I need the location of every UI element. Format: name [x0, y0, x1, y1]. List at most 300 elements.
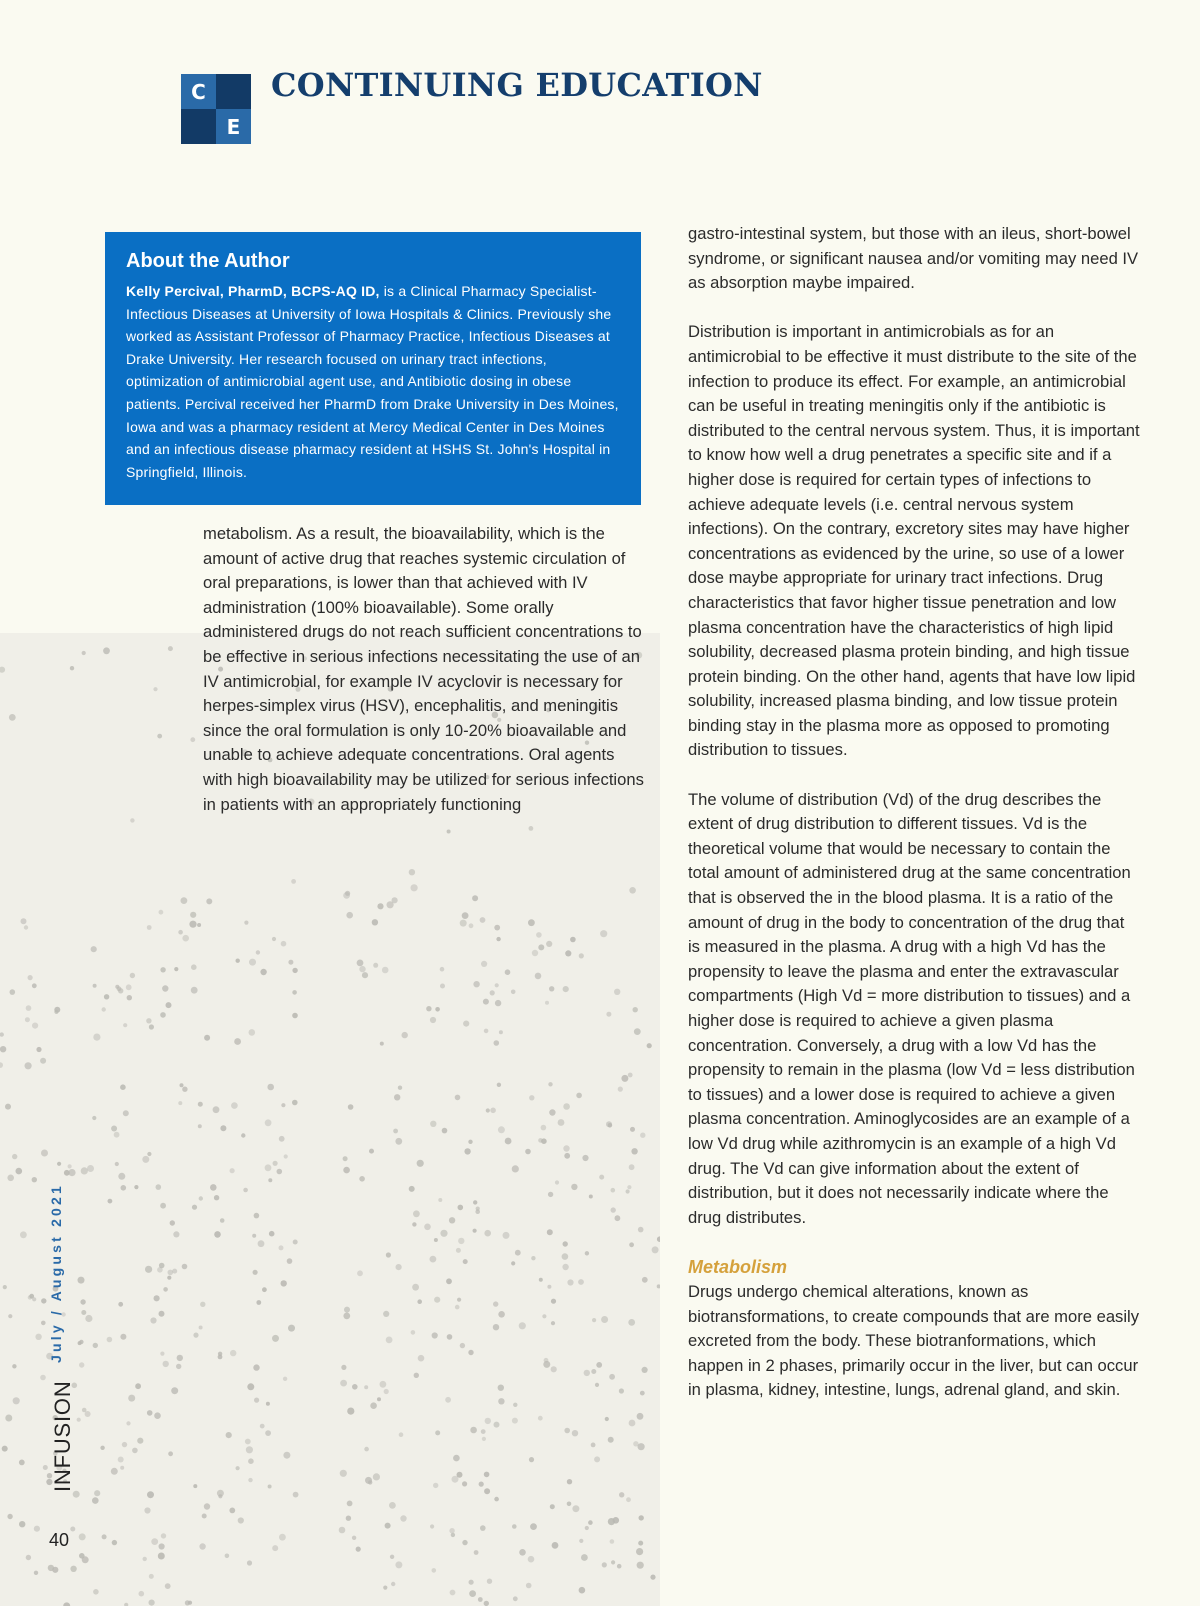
decor-dot [213, 1106, 220, 1113]
decor-dot [153, 687, 157, 691]
decor-dot [373, 1473, 380, 1480]
decor-dot [496, 937, 500, 941]
decor-dot [579, 953, 584, 958]
decor-dot [357, 960, 364, 967]
decor-dot [260, 969, 266, 975]
decor-dot [193, 1484, 197, 1488]
decor-dot [182, 1264, 188, 1270]
decor-dot [123, 1023, 127, 1027]
decor-dot [384, 1389, 389, 1394]
decor-dot [352, 1384, 358, 1390]
decor-dot [220, 1218, 225, 1223]
decor-dot [382, 967, 389, 974]
decor-dot [193, 1333, 198, 1338]
decor-dot [9, 714, 16, 721]
decor-dot [563, 1103, 570, 1110]
decor-dot [650, 1575, 655, 1580]
decor-dot [608, 1437, 614, 1443]
decor-dot [269, 1231, 275, 1237]
decor-dot [135, 1383, 141, 1389]
decor-dot [565, 950, 571, 956]
decor-dot [357, 1270, 363, 1276]
decor-dot [543, 1361, 550, 1368]
decor-dot [182, 935, 189, 942]
decor-dot [229, 1508, 235, 1514]
decor-dot [93, 1034, 100, 1041]
decor-dot [204, 1035, 210, 1041]
decor-dot [8, 1314, 12, 1318]
decor-dot [272, 1335, 279, 1342]
decor-dot [103, 647, 110, 654]
decor-dot [515, 1250, 521, 1256]
decor-dot [498, 1311, 505, 1318]
decor-dot [142, 1156, 149, 1163]
right-column [688, 222, 1140, 1403]
decor-dot [402, 1032, 408, 1038]
decor-dot [605, 1417, 609, 1421]
decor-dot [600, 930, 607, 937]
decor-dot [633, 1441, 638, 1446]
decor-dot [143, 1557, 147, 1561]
decor-dot [629, 1420, 636, 1427]
decor-dot [552, 1542, 559, 1549]
decor-dot [614, 989, 620, 995]
decor-dot [390, 1555, 394, 1559]
decor-dot [146, 1018, 151, 1023]
decor-dot [364, 1447, 369, 1452]
decor-dot [418, 1355, 425, 1362]
decor-dot [447, 830, 451, 834]
decor-dot [202, 1514, 207, 1519]
decor-dot [433, 1483, 438, 1488]
decor-dot [519, 1549, 526, 1556]
decor-dot [629, 1164, 635, 1170]
author-name: Kelly Percival, PharmD, BCPS-AQ ID, [126, 283, 380, 299]
decor-dot [484, 1488, 490, 1494]
decor-dot [539, 1278, 543, 1282]
decor-dot [12, 1154, 17, 1159]
decor-dot [149, 1600, 155, 1606]
decor-dot [198, 1102, 203, 1107]
decor-dot [589, 1195, 593, 1199]
decor-dot [92, 1116, 96, 1120]
decor-dot [253, 1364, 259, 1370]
author-box-title: About the Author [126, 250, 290, 272]
decor-dot [460, 1343, 465, 1348]
decor-dot [26, 1005, 32, 1011]
decor-dot [292, 1013, 298, 1019]
decor-dot [450, 1590, 456, 1596]
decor-dot [440, 984, 445, 989]
decor-dot [214, 1231, 221, 1238]
decor-dot [364, 1385, 368, 1389]
decor-dot [563, 1145, 569, 1151]
decor-dot [377, 903, 383, 909]
magazine-logo: INFUSION [50, 1380, 75, 1492]
decor-dot [190, 912, 196, 918]
decor-dot [473, 981, 479, 987]
decor-dot [352, 1536, 356, 1540]
decor-dot [258, 1240, 265, 1247]
decor-dot [551, 1321, 555, 1325]
decor-dot [538, 944, 544, 950]
decor-dot [159, 1263, 165, 1269]
decor-dot [182, 1087, 187, 1092]
decor-dot [482, 1437, 486, 1441]
decor-dot [550, 1504, 555, 1509]
decor-dot [584, 1370, 590, 1376]
decor-dot [70, 1566, 76, 1572]
decor-dot [199, 1326, 203, 1330]
decor-dot [253, 1270, 258, 1275]
decor-dot [281, 1280, 287, 1286]
decor-dot [40, 1058, 46, 1064]
decor-dot [365, 1477, 372, 1484]
decor-dot [32, 983, 37, 988]
decor-dot [63, 1602, 70, 1606]
decor-dot [68, 1169, 75, 1176]
decor-dot [197, 923, 201, 927]
decor-dot [609, 1374, 615, 1380]
decor-dot [370, 1402, 377, 1409]
decor-dot [265, 1164, 272, 1171]
decor-dot [555, 1180, 559, 1184]
decor-dot [347, 1501, 353, 1507]
decor-dot [57, 1162, 61, 1166]
decor-dot [139, 1591, 145, 1597]
decor-dot [567, 1279, 573, 1285]
decor-dot [178, 1101, 182, 1105]
decor-dot [411, 1330, 416, 1335]
decor-dot [473, 1229, 477, 1233]
decor-dot [268, 1485, 272, 1489]
decor-dot [226, 1432, 232, 1438]
decor-dot [288, 1325, 295, 1332]
decor-dot [241, 1133, 245, 1137]
left-column [203, 522, 648, 817]
decor-dot [19, 1460, 25, 1466]
decor-dot [652, 1246, 659, 1253]
decor-dot [395, 1138, 402, 1145]
decor-dot [551, 1366, 557, 1372]
decor-dot [283, 1377, 287, 1381]
decor-dot [91, 946, 97, 952]
decor-dot [256, 950, 260, 954]
decor-dot [476, 1207, 480, 1211]
decor-dot [168, 646, 173, 651]
decor-dot [236, 959, 240, 963]
decor-dot [272, 937, 276, 941]
decor-dot [159, 1543, 165, 1549]
decor-dot [248, 1478, 252, 1482]
decor-dot [147, 925, 152, 930]
decor-dot [247, 1383, 254, 1390]
decor-dot [599, 1175, 604, 1180]
decor-dot [340, 1470, 347, 1477]
decor-dot [417, 1299, 422, 1304]
decor-dot [628, 1319, 635, 1326]
decor-dot [93, 1589, 99, 1595]
decor-dot [602, 1562, 607, 1567]
decor-dot [578, 1279, 584, 1285]
decor-dot [0, 1062, 3, 1068]
decor-dot [564, 1428, 570, 1434]
decor-dot [460, 920, 467, 927]
decor-dot [168, 1270, 174, 1276]
decor-dot [424, 1224, 431, 1231]
decor-dot [591, 1369, 596, 1374]
decor-dot [564, 1153, 570, 1159]
decor-dot [157, 734, 162, 739]
decor-dot [159, 910, 164, 915]
decor-dot [511, 990, 516, 995]
decor-dot [440, 967, 445, 972]
decor-dot [484, 1230, 491, 1237]
decor-dot [34, 1526, 40, 1532]
decor-dot [380, 1042, 384, 1046]
decor-dot [435, 1430, 440, 1435]
decor-dot [111, 1468, 118, 1475]
decor-dot [214, 1195, 219, 1200]
decor-dot [118, 988, 123, 993]
decor-dot [481, 961, 487, 967]
decor-dot [199, 1196, 203, 1200]
decor-dot [480, 917, 486, 923]
decor-dot [484, 1472, 490, 1478]
decor-dot [493, 1301, 498, 1306]
decor-dot [345, 891, 350, 896]
decor-dot [470, 1427, 477, 1434]
decor-dot [447, 1334, 453, 1340]
decor-dot [640, 1391, 645, 1396]
decor-dot [87, 1165, 94, 1172]
decor-dot [147, 1491, 154, 1498]
decor-dot [386, 1252, 391, 1257]
decor-dot [608, 1123, 613, 1128]
decor-dot [486, 1108, 490, 1112]
decor-dot [137, 1438, 143, 1444]
decor-dot [606, 1012, 611, 1017]
decor-dot [346, 912, 353, 919]
decor-dot [426, 1006, 431, 1011]
decor-dot [449, 1217, 455, 1223]
decor-dot [458, 1238, 464, 1244]
decor-dot [456, 1248, 461, 1253]
page-number: 40 [49, 1530, 70, 1550]
decor-dot [385, 1523, 391, 1529]
decor-dot [395, 1561, 402, 1568]
decor-dot [430, 1017, 436, 1023]
decor-dot [168, 1451, 173, 1456]
decor-dot [455, 1095, 461, 1101]
decor-dot [409, 1186, 415, 1192]
decor-dot [530, 1523, 537, 1530]
decor-dot [480, 1525, 486, 1531]
decor-dot [393, 1129, 398, 1134]
decor-dot [292, 1100, 298, 1106]
decor-dot [210, 1184, 217, 1191]
decor-dot [218, 1494, 222, 1498]
decor-dot [619, 1492, 624, 1497]
body-paragraph: Distribution is important in antimicrobials as for an antimicrobial to be effective it must distribute to the site of the infection to produce its effect. For example, an antimicrobial can be useful in treating meningitis only if the antibiotic is distributed to the central nervous system. Thus, it is important to know how well a drug penetrates a specific site and if a higher dose is required for certain types of infections to achieve adequate levels (i.e. central nervous system infections). On the contrary, excretory sites may have higher concentrations as evidenced by the urine, so use of a lower dose maybe appropriate for urinary tract infections. Drug characteristics that favor higher tissue penetration and low plasma concentration have the characteristics of high lipid solubility, decreased plasma protein binding, and high tissue protein binding. On the other hand, agents that have low lipid solubility, increased plasma binding, and low tissue protein binding stay in the plasma more as opposed to promoting distribution to tissues. [688, 322, 1140, 760]
decor-dot [498, 1126, 505, 1133]
decor-dot [32, 1023, 38, 1029]
decor-dot [567, 1502, 572, 1507]
decor-dot [80, 1299, 85, 1304]
decor-dot [457, 1472, 463, 1478]
decor-dot [581, 1554, 588, 1561]
decor-dot [254, 1398, 259, 1403]
decor-dot [40, 1375, 46, 1381]
decor-dot [538, 1138, 543, 1143]
decor-dot [642, 1277, 648, 1283]
decor-dot [102, 1007, 106, 1011]
decor-dot [495, 1000, 501, 1006]
decor-dot [293, 1492, 299, 1498]
decor-dot [161, 1533, 166, 1538]
decor-dot [79, 1553, 85, 1559]
decor-dot [389, 1502, 396, 1509]
decor-dot [159, 1311, 165, 1317]
decor-dot [468, 1350, 473, 1355]
decor-dot [494, 1497, 499, 1502]
decor-dot [149, 1574, 154, 1579]
decor-dot [160, 1203, 166, 1209]
decor-dot [7, 1175, 14, 1182]
decor-dot [396, 1264, 402, 1270]
decor-dot [621, 1075, 628, 1082]
decor-dot [545, 1001, 549, 1005]
decor-dot [435, 1007, 440, 1012]
decor-dot [462, 912, 469, 919]
decor-dot [26, 1555, 31, 1560]
decor-dot [513, 1403, 517, 1407]
decor-dot [380, 1381, 387, 1388]
decor-dot [281, 1103, 285, 1107]
decor-dot [12, 1364, 16, 1368]
decor-dot [160, 1352, 164, 1356]
logo-square [216, 74, 251, 109]
decor-dot [438, 1198, 442, 1202]
decor-dot [490, 990, 495, 995]
decor-dot [144, 1507, 150, 1513]
decor-dot [279, 1534, 286, 1541]
decor-dot [247, 1560, 252, 1565]
decor-dot [130, 818, 134, 822]
decor-dot [230, 1350, 236, 1356]
decor-dot [70, 1527, 75, 1532]
decor-dot [82, 651, 86, 655]
decor-dot [189, 921, 196, 928]
decor-dot [120, 1466, 124, 1470]
decor-dot [442, 1128, 448, 1134]
decor-dot [411, 884, 418, 891]
decor-dot [469, 1590, 476, 1597]
decor-dot [628, 1073, 633, 1078]
decor-dot [277, 1169, 283, 1175]
decor-dot [25, 1062, 32, 1069]
decor-dot [122, 1442, 127, 1447]
decor-dot [41, 1321, 46, 1326]
body-paragraph: Drugs undergo chemical alterations, known as biotransformations, to create compounds that are more easily excreted from the body. These biotranformations, which happen in 2 phases, primarily occur in the liver, but can occur in plasma, kidney, intestine, lungs, adrenal gland, and skin. [688, 1281, 1140, 1400]
decor-dot [494, 1040, 500, 1046]
decor-dot [348, 1104, 354, 1110]
decor-dot [128, 1395, 135, 1402]
decor-dot [126, 984, 132, 990]
decor-dot [446, 1278, 452, 1284]
decor-dot [7, 1514, 12, 1519]
decor-dot [640, 1133, 645, 1138]
decor-dot [281, 941, 287, 947]
decor-dot [260, 1424, 265, 1429]
decor-dot [626, 1497, 631, 1502]
decor-dot [359, 966, 365, 972]
decor-dot [284, 1154, 288, 1158]
decor-dot [636, 1548, 643, 1555]
decor-dot [529, 1457, 534, 1462]
decor-dot [512, 1165, 519, 1172]
decor-dot [468, 1140, 472, 1144]
decor-dot [35, 1334, 41, 1340]
decor-dot [548, 1192, 553, 1197]
decor-dot [343, 1167, 350, 1174]
decor-dot [400, 1515, 406, 1521]
decor-dot [248, 1458, 254, 1464]
decor-dot [497, 1083, 501, 1087]
logo-letter-c: C [181, 74, 216, 109]
decor-dot [362, 972, 368, 978]
logo-letter-e: E [216, 109, 251, 144]
decor-dot [519, 1322, 526, 1329]
decor-dot [115, 1162, 119, 1166]
decor-dot [341, 1365, 346, 1370]
decor-dot [536, 932, 542, 938]
logo-square [181, 109, 216, 144]
decor-dot [579, 1539, 583, 1543]
decor-dot [174, 967, 178, 971]
decor-dot [434, 1297, 440, 1303]
decor-dot [94, 1490, 100, 1496]
body-paragraph: The volume of distribution (Vd) of the drug describes the extent of drug distribution to different tissues. Vd is the theoretical volume that would be necessary to contain the total amount of administered drug at the same concentration that is observed the in the blood plasma. It is a ratio of the amount of drug in the body to concentration of the drug that is measured in the plasma. A drug with a high Vd has the propensity to leave the plasma and enter the extravascular compartments (High Vd = more distribution to tissues) and a higher dose is required to achieve a given plasma concentration. Conversely, a drug with a low Vd has the propensity to remain in the plasma (low Vd = less distribution to tissues) and a lower dose is required to achieve a given plasma concentration. Aminoglycosides are an example of a low Vd drug while azithromycin is an example of a high Vd drug. The Vd can give information about the extent of distribution, but it does not necessarily indicate where the drug distributes. [688, 789, 1135, 1227]
decor-dot [0, 667, 5, 673]
decor-dot [163, 1361, 169, 1367]
decor-dot [81, 1167, 88, 1174]
decor-dot [494, 1422, 500, 1428]
decor-dot [68, 1164, 72, 1168]
decor-dot [54, 1010, 58, 1014]
decor-dot [171, 1387, 178, 1394]
decor-dot [630, 1127, 635, 1132]
decor-dot [21, 918, 27, 924]
decor-dot [531, 1256, 535, 1260]
decor-dot [585, 1251, 589, 1255]
decor-dot [562, 1253, 569, 1260]
decor-dot [451, 1533, 455, 1537]
decor-dot [114, 1132, 120, 1138]
decor-dot [485, 1418, 491, 1424]
decor-dot [505, 969, 511, 975]
decor-dot [563, 986, 569, 992]
decor-dot [412, 1222, 416, 1226]
decor-dot [548, 1082, 552, 1086]
decor-dot [149, 1024, 154, 1029]
decor-dot [462, 1481, 467, 1486]
decor-dot [445, 1397, 451, 1403]
decor-dot [249, 1029, 256, 1036]
decor-dot [130, 973, 135, 978]
decor-dot [369, 1149, 374, 1154]
decor-dot [637, 1562, 644, 1569]
